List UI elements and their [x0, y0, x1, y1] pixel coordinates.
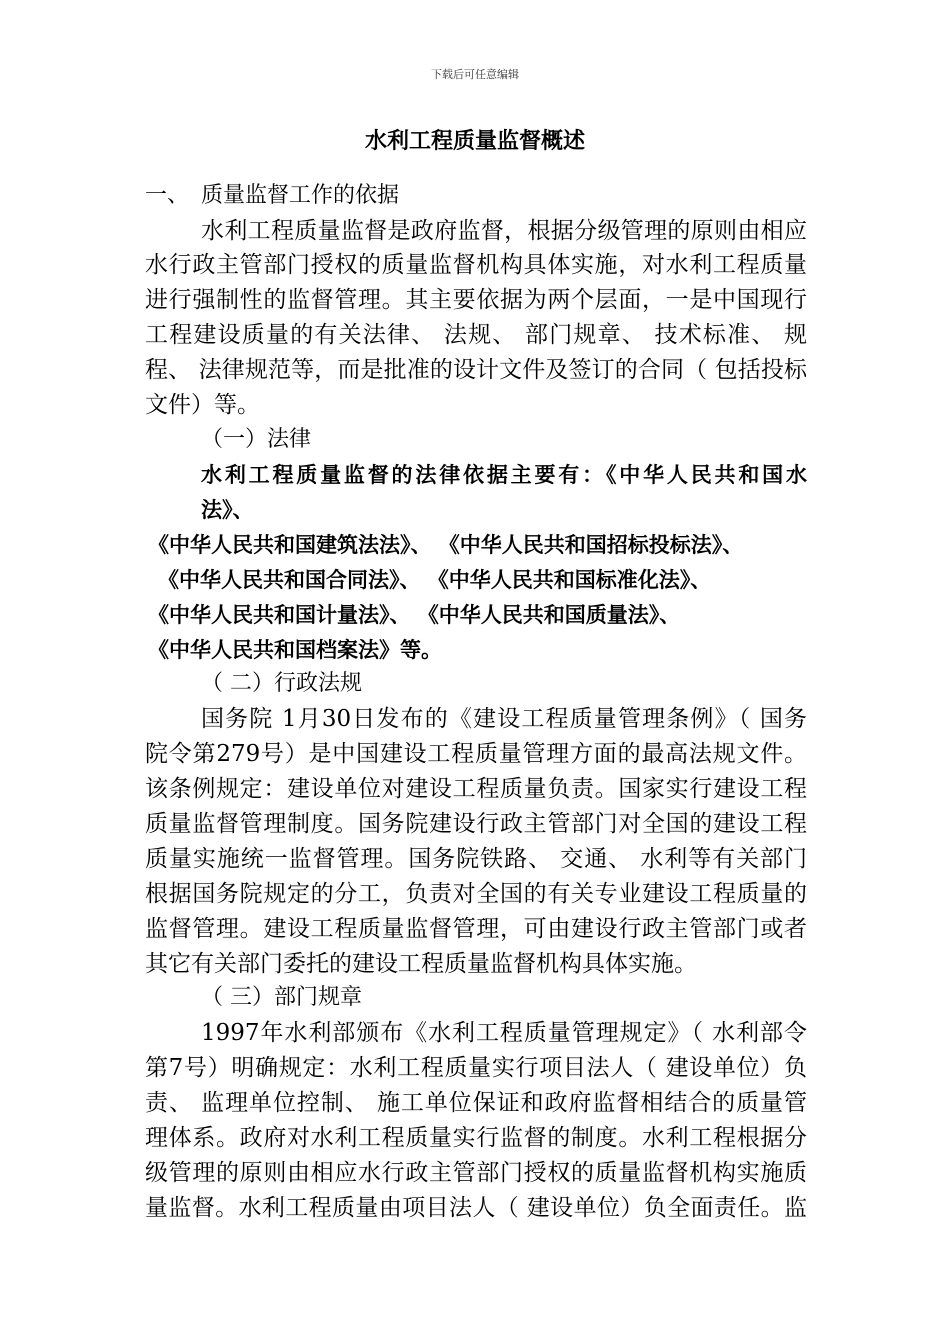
section1-heading: 质量监督工作的依据 — [201, 183, 400, 208]
paragraph-line: 根据国务院规定的分工，负责对全国的有关专业建设工程质量的 — [145, 881, 807, 907]
paragraph-line: 水利工程质量监督是政府监督，根据分级管理的原则由相应 — [201, 218, 807, 244]
law-list-line: 法》、 — [201, 498, 254, 522]
subsection-heading-regulations: （ 二）行政法规 — [201, 671, 362, 696]
paragraph-line: 其它有关部门委托的建设工程质量监督机构具体实施。 — [145, 951, 697, 977]
paragraph-line: 责、 监理单位控制、 施工单位保证和政府监督相结合的质量管 — [145, 1090, 807, 1116]
paragraph-line: 质量实施统一监督管理。国务院铁路、 交通、 水利等有关部门 — [145, 846, 807, 872]
paragraph-line: 程、 法律规范等，而是批准的设计文件及签订的合同（ 包括投标 — [145, 357, 807, 383]
law-list-line: 《中华人民共和国合同法》、 《中华人民共和国标准化法》、 — [158, 568, 712, 592]
paragraph-line: 国务院 1月30日发布的《建设工程质量管理条例》（ 国务 — [201, 706, 807, 732]
subsection-heading-law: （一）法律 — [201, 427, 312, 452]
law-list-line: 《中华人民共和国档案法》等。 — [148, 638, 442, 662]
law-list-line: 《中华人民共和国计量法》、 《中华人民共和国质量法》、 — [148, 603, 681, 627]
subsection-heading-rules: （ 三）部门规章 — [201, 985, 362, 1010]
paragraph-line: 第7号）明确规定：水利工程质量实行项目法人（ 建设单位）负 — [145, 1055, 807, 1081]
paragraph-line: 院令第279号）是中国建设工程质量管理方面的最高法规文件。 — [145, 741, 807, 767]
paragraph-line: 进行强制性的监督管理。其主要依据为两个层面，一是中国现行 — [145, 287, 807, 313]
paragraph-line: 文件）等。 — [145, 392, 260, 418]
law-list-line: 水利工程质量监督的法律依据主要有：《中华人民共和国水 — [201, 463, 807, 487]
paragraph-line: 质量监督管理制度。国务院建设行政主管部门对全国的建设工程 — [145, 811, 807, 837]
paragraph-line: 量监督。水利工程质量由项目法人（ 建设单位）负全面责任。监 — [145, 1195, 807, 1221]
document-title: 水利工程质量监督概述 — [364, 129, 585, 154]
paragraph-line: 该条例规定：建设单位对建设工程质量负责。国家实行建设工程 — [145, 776, 807, 802]
paragraph-line: 理体系。政府对水利工程质量实行监督的制度。水利工程根据分 — [145, 1125, 807, 1151]
paragraph-line: 1997年水利部颁布《水利工程质量管理规定》（ 水利部令 — [201, 1020, 807, 1046]
paragraph-line: 工程建设质量的有关法律、 法规、 部门规章、 技术标准、 规 — [145, 322, 807, 348]
law-list-line: 《中华人民共和国建筑法法》、 《中华人民共和国招标投标法》、 — [148, 533, 744, 557]
paragraph-line: 级管理的原则由相应水行政主管部门授权的质量监督机构实施质 — [145, 1160, 807, 1186]
paragraph-line: 监督管理。建设工程质量监督管理，可由建设行政主管部门或者 — [145, 916, 807, 942]
section1-number: 一、 — [145, 183, 190, 208]
header-note: 下载后可任意编辑 — [431, 68, 519, 81]
paragraph-line: 水行政主管部门授权的质量监督机构具体实施，对水利工程质量 — [145, 252, 807, 278]
